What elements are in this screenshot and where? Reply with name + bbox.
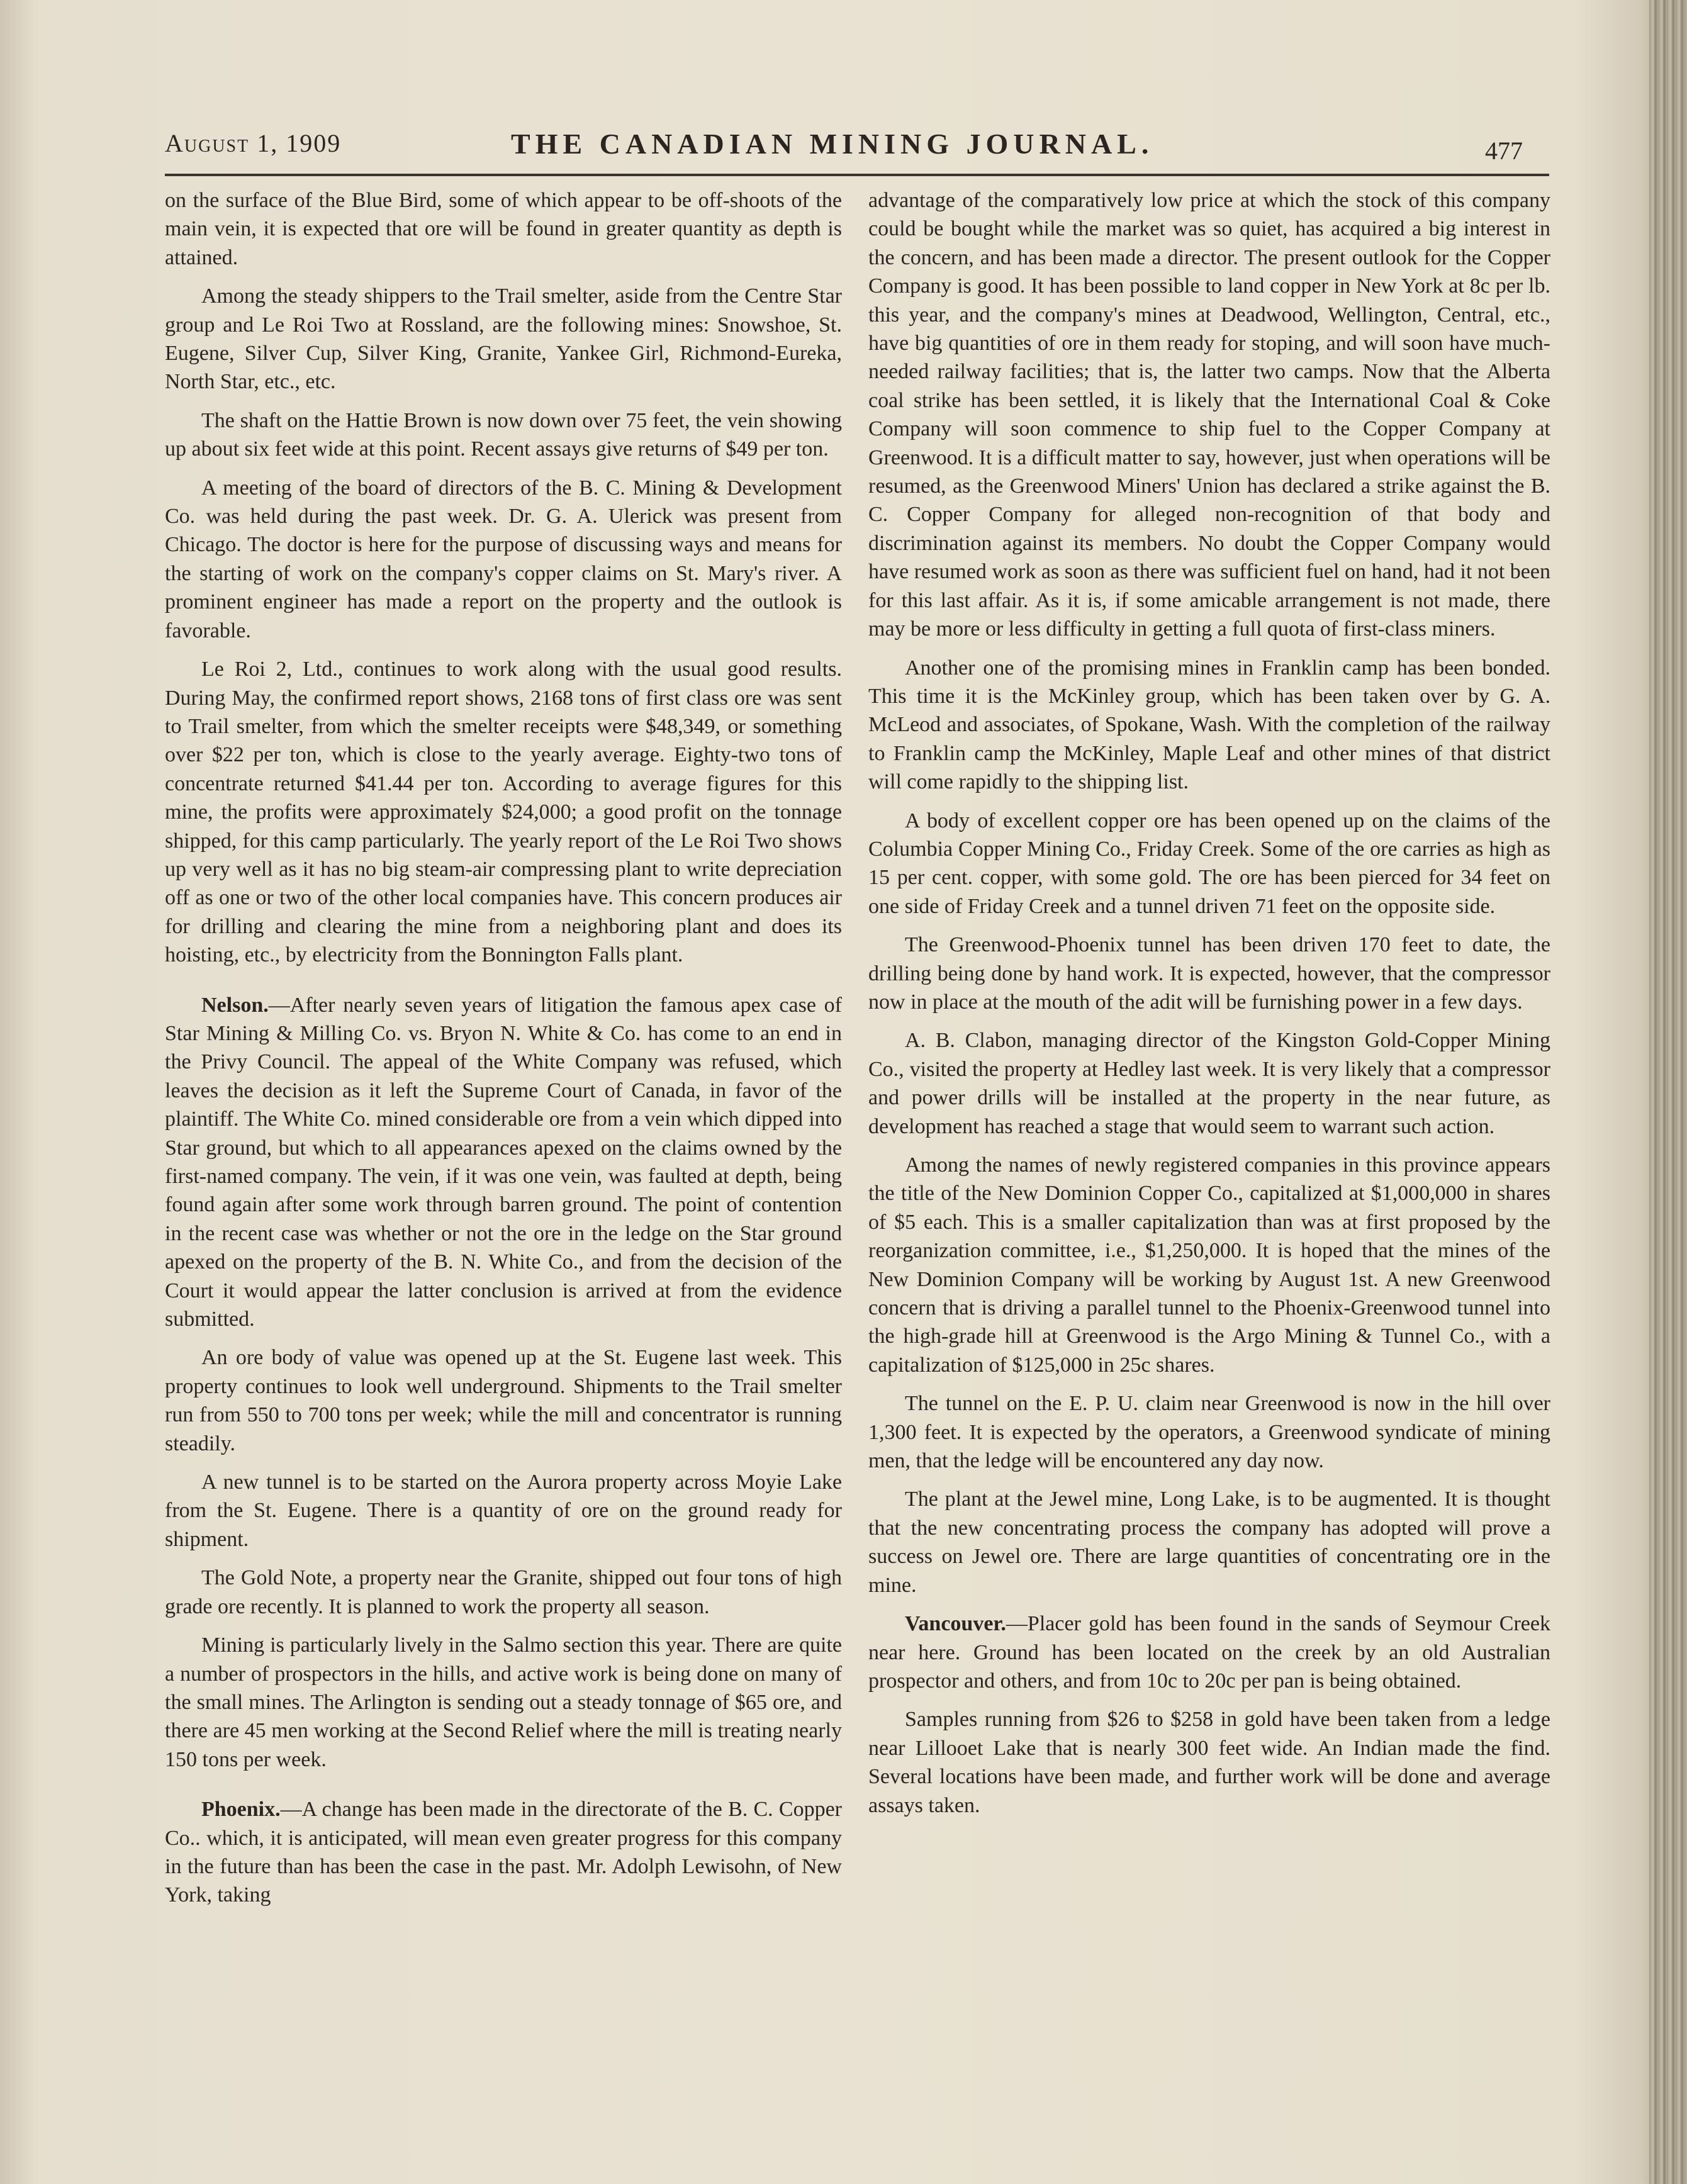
book-spine: [1649, 0, 1687, 2184]
vancouver-section: [868, 1610, 1550, 1695]
paragraph: The Greenwood-Phoenix tunnel has been driven 170 feet to date, the drilling being done by hand work. It is expected, however, that the compressor now in place at the mouth of the adit will be furnishing power in a few days.: [868, 933, 1550, 1014]
paragraph: The Gold Note, a property near the Granite, shipped out four tons of high grade ore recently. It is planned to work the property all season.: [165, 1566, 842, 1618]
paragraph-text: —A change has been made in the directorate of the B. C. Copper Co.. which, it is anticipated, will mean even greater progress for this company in the future than has been the case in the past. Mr. Adolph Lewisohn, of New York, taking: [165, 1798, 842, 1907]
paragraph: An ore body of value was opened up at the St. Eugene last week. This property continues to look well underground. Shipments to the Trail smelter run from 550 to 700 tons per week; while the mill and concentrator is running steadily.: [165, 1346, 842, 1455]
left-column: [165, 186, 842, 1920]
paragraph: Another one of the promising mines in Franklin camp has been bonded. This time it is the McKinley group, which has been taken over by G. A. McLeod and associates, of Spokane, Wash. With the completion of the railway to Franklin camp the McKinley, Maple Leaf and other mines of that district will come rapidly to the shipping list.: [868, 656, 1550, 794]
paragraph: A new tunnel is to be started on the Aurora property across Moyie Lake from the St. Eugene. There is a quantity of ore on the ground ready for shipment.: [165, 1470, 842, 1551]
phoenix-section: [165, 1795, 842, 1910]
paragraph: A meeting of the board of directors of the B. C. Mining & Development Co. was held during the past week. Dr. G. A. Ulerick was present from Chicago. The doctor is here for the purpose of discussing ways and means for the starting of work on the company's copper claims on St. Mary's river. A prominent engineer has made a report on the property and the outlook is favorable.: [165, 476, 842, 642]
paragraph: Among the names of newly registered companies in this province appears the title of the New Dominion Copper Co., capitalized at $1,000,000 in shares of $5 each. This is a smaller capitalization than was at first proposed by the reorganization committee, i.e., $1,250,000. It is hoped that the mines of the New Dominion Company will be working by August 1st. A new Greenwood concern that is driving a parallel tunnel to the Phoenix-Greenwood tunnel into the high-grade hill at Greenwood is the Argo Mining & Tunnel Co., with a capitalization of $125,000 in 25c shares.: [868, 1153, 1550, 1377]
page-number: 477: [1485, 137, 1523, 165]
page-header: [165, 123, 1549, 174]
journal-title: THE CANADIAN MINING JOURNAL.: [511, 128, 1154, 160]
paragraph: Mining is particularly lively in the Salmo section this year. There are quite a number of prospectors in the hills, and active work is being done on many of the small mines. The Arlington is sending out a steady tonnage of $65 ore, and there are 45 men working at the Second Relief where the mill is treating nearly 150 tons per week.: [165, 1633, 842, 1771]
paragraph: A body of excellent copper ore has been opened up on the claims of the Columbia Copper Mining Co., Friday Creek. Some of the ore carries as high as 15 per cent. copper, with some gold. The ore has been pierced for 34 feet on one side of Friday Creek and a tunnel driven 71 feet on the opposite side.: [868, 809, 1550, 918]
paragraph: advantage of the comparatively low price at which the stock of this company could be bought while the market was so quiet, has acquired a big interest in the concern, and has been made a director. The present outlook for the Copper Company is good. It has been possible to land copper in New York at 8c per lb. this year, and the company's mines at Deadwood, Wellington, Central, etc., have big quantities of ore in them ready for stoping, and will soon have much-needed railway facilities; that is, the latter two camps. Now that the Alberta coal strike has been settled, it is likely that the International Coal & Coke Company will soon commence to ship fuel to the Copper Company at Greenwood. It is a difficult matter to say, however, just when operations will be resumed, as the Greenwood Miners' Union has declared a strike against the B. C. Copper Company for alleged non-recognition of that body and discrimination against its members. No doubt the Copper Company would have resumed work as soon as there was sufficient fuel on hand, had it not been for this last affair. As it is, if some amicable arrangement is not made, there may be more or less difficulty in getting a full quota of first-class miners.: [868, 189, 1550, 641]
paragraph: Le Roi 2, Ltd., continues to work along with the usual good results. During May, the confirmed report shows, 2168 tons of first class ore was sent to Trail smelter, from which the smelter receipts were $48,349, or something over $22 per ton, which is close to the yearly average. Eighty-two tons of concentrate returned $41.44 per ton. According to average figures for this mine, the profits were approximately $24,000; a good profit on the tonnage shipped, for this camp particularly. The yearly report of the Le Roi Two shows up very well as it has no big steam-air compressing plant to write depreciation off as one or two of the other local companies have. This concern produces air for drilling and clearing the mine from a neighboring plant and does its hoisting, etc., by electricity from the Bonnington Falls plant.: [165, 658, 842, 967]
paragraph: The shaft on the Hattie Brown is now down over 75 feet, the vein showing up about six feet wide at this point. Recent assays give returns of $49 per ton.: [165, 408, 842, 461]
paragraph: A. B. Clabon, managing director of the Kingston Gold-Copper Mining Co., visited the property at Hedley last week. It is very likely that a compressor and power drills will be installed at the property in the near future, as development has reached a stage that would seem to warrant such action.: [868, 1029, 1550, 1138]
paragraph: The tunnel on the E. P. U. claim near Greenwood is now in the hill over 1,300 feet. It is expected by the operators, a Greenwood syndicate of mining men, that the ledge will be encountered any day now.: [868, 1392, 1550, 1473]
right-column: [868, 186, 1550, 1830]
paragraph: on the surface of the Blue Bird, some of which appear to be off-shoots of the main vein, it is expected that ore will be found in greater quantity as depth is attained.: [165, 189, 842, 269]
paragraph: Among the steady shippers to the Trail smelter, aside from the Centre Star group and Le Roi Two at Rossland, are the following mines: Snowshoe, St. Eugene, Silver Cup, Silver King, Granite, Yankee Girl, Richmond-Eureka, North Star, etc., etc.: [165, 284, 842, 394]
paragraph: Samples running from $26 to $258 in gold have been taken from a ledge near Lillooet Lake that is nearly 300 feet wide. An Indian made the find. Several locations have been made, and further work will be done and average assays taken.: [868, 1708, 1550, 1817]
issue-date: August 1, 1909: [165, 129, 342, 157]
section-heading-phoenix: Phoenix.: [201, 1798, 281, 1822]
paragraph-text: —After nearly seven years of litigation the famous apex case of Star Mining & Milling Co. vs. Bryon N. White & Co. has come to an end in the Privy Council. The appeal of the White Company was refused, which leaves the decision as it left the Supreme Court of Canada, in favor of the plaintiff. The White Co. mined considerable ore from a vein which dipped into Star ground, but which to all appearances apexed on the claims owned by the first-named company. The vein, if it was one vein, was faulted at depth, being found again after some work through barren ground. The point of contention in the recent case was whether or not the ore in the ledge on the Star ground apexed on the property of the B. N. White Co., and from the decision of the Court it would appear the latter conclusion is arrived at from the evidence submitted.: [165, 993, 842, 1331]
header-rule: [165, 174, 1549, 176]
paragraph-text: —Placer gold has been found in the sands of Seymour Creek near here. Ground has been located on the creek by an old Australian prospector and others, and from 10c to 20c per pan is being obtained.: [868, 1612, 1550, 1693]
nelson-section: [165, 991, 842, 1334]
section-heading-nelson: Nelson.: [201, 993, 269, 1017]
paragraph: The plant at the Jewel mine, Long Lake, is to be augmented. It is thought that the new concentrating process the company has adopted will prove a success on Jewel ore. There are large quantities of concentrating ore in the mine.: [868, 1487, 1550, 1597]
section-heading-vancouver: Vancouver.: [905, 1612, 1006, 1636]
